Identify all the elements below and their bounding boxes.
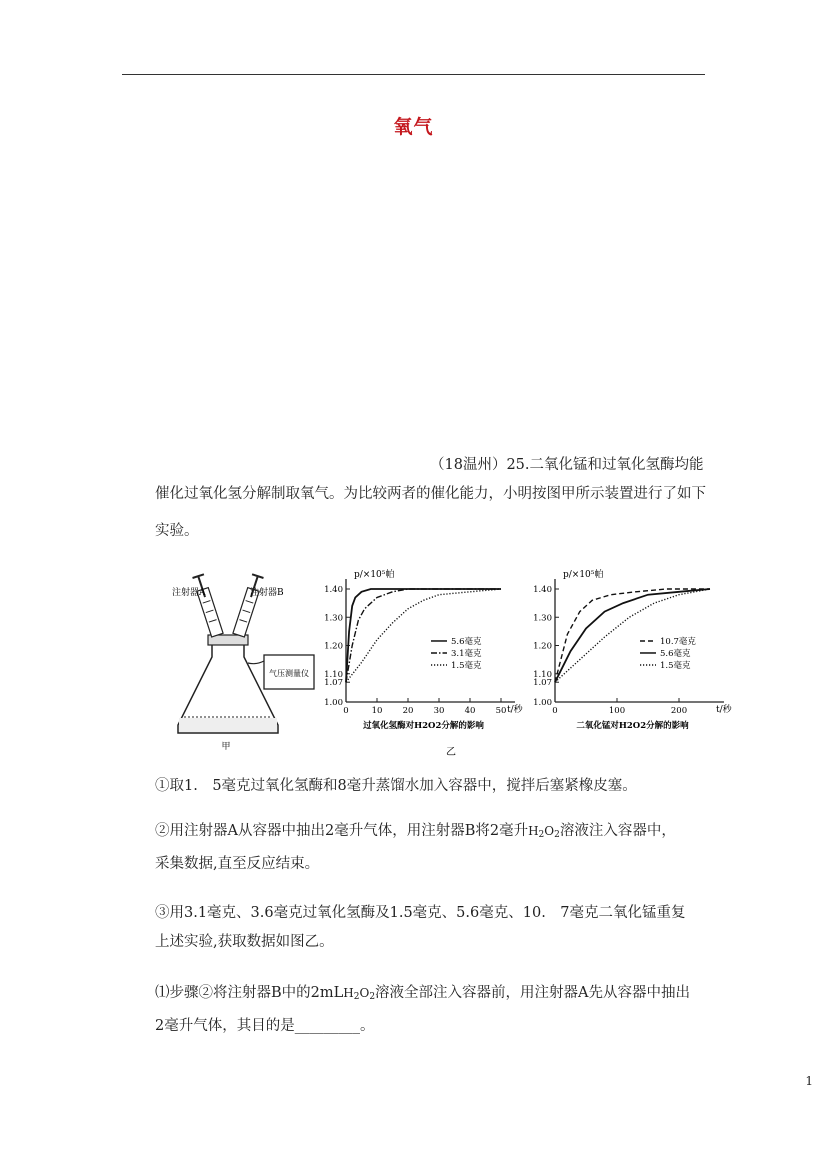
experiment-figure	[170, 565, 730, 760]
legend-label: 5.6毫克	[660, 648, 691, 659]
intro-line-2: 催化过氧化氢分解制取氧气。为比较两者的催化能力，小明按图甲所示装置进行了如下	[155, 486, 706, 502]
pressure-meter-label: 气压测量仪	[269, 669, 309, 678]
y-axis-label: p/×10⁵帕	[563, 570, 604, 580]
y-tick-label: 1.40	[324, 585, 343, 595]
y-tick-label: 1.20	[533, 641, 552, 652]
apparatus-diagram	[172, 574, 314, 752]
apparatus-label: 甲	[221, 742, 231, 752]
x-tick-label: 0	[552, 706, 558, 716]
formula-sub-1: 2	[538, 830, 545, 840]
x-tick-label: 50	[495, 706, 507, 716]
legend-label: 3.1毫克	[451, 648, 482, 659]
question-1-text-a: ⑴步骤②将注射器B中的2mL	[155, 985, 344, 1001]
formula-sub-2: 2	[369, 992, 376, 1002]
legend-label: 1.5毫克	[660, 660, 691, 671]
chart-title: 二氧化锰对H2O2分解的影响	[576, 721, 689, 731]
figure-svg	[170, 565, 730, 760]
formula-h: H	[343, 986, 354, 1000]
legend-label: 10.7毫克	[660, 636, 696, 647]
intro-text-1: 二氧化锰和过氧化氢酶均能	[529, 457, 704, 473]
label-yi: 乙	[446, 747, 456, 758]
answer-blank[interactable]: _________	[294, 1018, 360, 1034]
x-tick-label: 20	[402, 706, 414, 716]
chart-mno2	[533, 568, 733, 731]
y-tick-label: 1.20	[324, 641, 343, 652]
question-1-end: 。	[359, 1018, 375, 1034]
syringe-a-label: 注射器A	[172, 588, 206, 598]
y-tick-label: 1.07	[324, 678, 343, 689]
step-3-line-1: ③用3.1毫克、3.6毫克过氧化氢酶及1.5毫克、5.6毫克、10. 7毫克二氧化锰重复	[155, 905, 686, 921]
chart-enzyme	[324, 568, 524, 731]
step-2-text-a: ②用注射器A从容器中抽出2毫升气体，用注射器B将2毫升	[155, 823, 529, 839]
y-tick-label: 1.10	[324, 669, 343, 680]
x-tick-label: 100	[608, 706, 626, 716]
step-1: ①取1. 5毫克过氧化氢酶和8毫升蒸馏水加入容器中，搅拌后塞紧橡皮塞。	[155, 778, 637, 794]
liquid	[179, 718, 277, 732]
y-tick-label: 1.07	[533, 678, 552, 689]
question-source: （18温州）25.	[430, 457, 530, 473]
page-number: 1	[805, 1074, 813, 1088]
formula-o: O	[544, 824, 555, 838]
y-tick-label: 1.30	[533, 613, 552, 624]
intro-line-1	[430, 451, 720, 480]
syringe-b-icon	[233, 574, 264, 637]
x-axis-label: t/秒	[507, 705, 523, 715]
step-3	[155, 899, 715, 957]
question-1	[155, 979, 715, 1041]
step-2-text-b: 溶液注入容器中，	[559, 823, 676, 839]
page-title: 氧气	[393, 116, 434, 138]
chart-title: 过氧化氢酶对H2O2分解的影响	[363, 721, 484, 731]
step-2-line-2: 采集数据,直至反应结束。	[155, 856, 320, 872]
x-tick-label: 30	[433, 706, 445, 716]
y-tick-label: 1.10	[533, 669, 552, 680]
x-tick-label: 40	[464, 706, 476, 716]
legend-label: 5.6毫克	[451, 636, 482, 647]
formula-sub-1: 2	[353, 992, 360, 1002]
y-tick-label: 1.00	[533, 698, 552, 708]
y-tick-label: 1.30	[324, 613, 343, 624]
x-tick-label: 10	[371, 706, 383, 716]
step-3-line-2: 上述实验,获取数据如图乙。	[155, 934, 334, 950]
syringe-a-icon	[193, 574, 224, 637]
question-1-line-2: 2毫升气体，其目的是	[155, 1018, 295, 1034]
y-tick-label: 1.40	[533, 585, 552, 595]
y-tick-label: 1.00	[324, 698, 343, 708]
formula-sub-2: 2	[554, 830, 560, 840]
step-2	[155, 817, 715, 879]
x-axis-label: t/秒	[716, 705, 732, 715]
x-tick-label: 0	[343, 706, 349, 716]
formula-o: O	[359, 986, 370, 1000]
formula-h: H	[528, 824, 539, 838]
y-axis-label: p/×10⁵帕	[354, 570, 395, 580]
question-1-text-b: 溶液全部注入容器前，用注射器A先从容器中抽出	[375, 985, 691, 1001]
x-tick-label: 200	[670, 706, 688, 716]
header-rule	[122, 74, 705, 75]
syringe-b-label: 注射器B	[250, 588, 284, 598]
intro-line-3: 实验。	[155, 523, 199, 539]
legend-label: 1.5毫克	[451, 660, 482, 671]
